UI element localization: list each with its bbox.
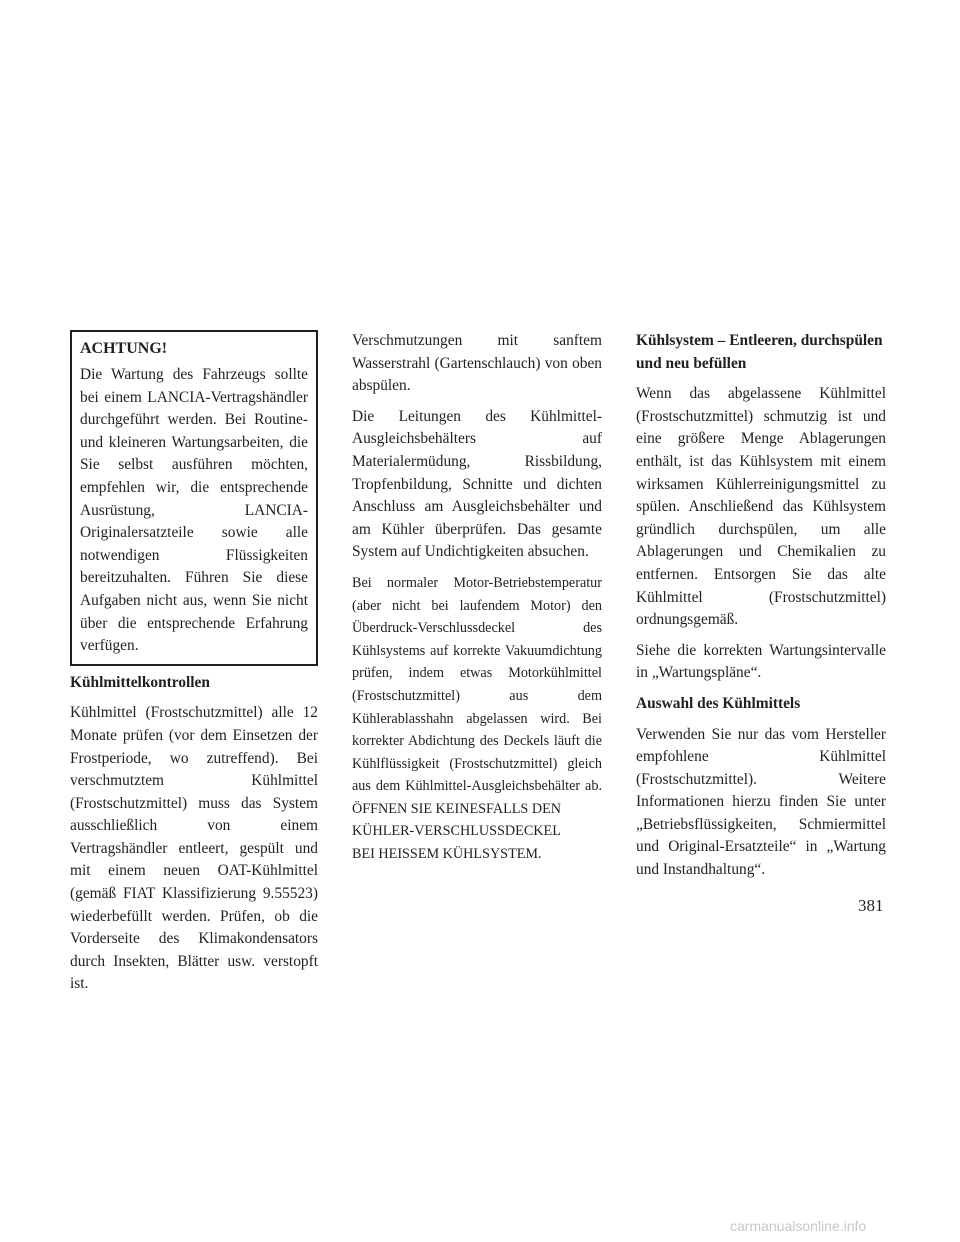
hoses-paragraph: Die Leitungen des Kühlmittel-Ausgleichsbehälters auf Materialermüdung, Rissbildung, Tropfenbildung, Schnitte und dichten Anschluss am Ausgleichsbehälter und am Kühler überprüfen. Das gesamte System auf Undichtigkeiten absuchen. (352, 407, 602, 561)
left-column (70, 330, 318, 1004)
warning-box (70, 330, 318, 666)
intervals-paragraph: Siehe die korrekten Wartungsintervalle in „Wartungspläne“. (636, 641, 886, 682)
pressure-cap-text: Bei normaler Motor-Betriebstemperatur (aber nicht bei laufendem Motor) den Überdruck-Verschlussdeckel des Kühlsystems auf korrekte Vakuumdichtung prüfen, indem etwas Motorkühlmittel (Frostschutzmittel) aus dem Kühlerablasshahn abgelassen wird. Bei korrekter Abdichtung des Deckels läuft die Kühlflüssigkeit (Frostschutzmittel) gleich aus dem Kühlmittel-Ausgleichsbehälter ab. ÖFFNEN SIE KEINESFALLS DEN (352, 574, 602, 817)
right-column (636, 330, 886, 890)
warning-title: ACHTUNG! (80, 340, 168, 357)
section-heading-drain-flush: Kühlsystem – Entleeren, durchspülen und neu befüllen (636, 332, 883, 372)
coolant-checks-paragraph: Kühlmittel (Frostschutzmittel) alle 12 Monate prüfen (vor dem Einsetzen der Frostperiode, wo zutreffend). Bei verschmutztem Kühlmittel (Frostschutzmittel) muss das System ausschließlich von einem Vertragshändler entleert, gespült und mit einem neuen OAT-Kühlmittel (gemäß FIAT Klassifizierung 9.55523) wiederbefüllt werden. Prüfen, ob die Vorderseite des Klimakondensators durch Insekten, Blätter usw. verstopft ist. (70, 704, 318, 993)
pressure-cap-warning-line-3: BEI HEISSEM KÜHLSYSTEM. (352, 846, 542, 863)
middle-column (352, 330, 602, 874)
drain-flush-paragraph: Wenn das abgelassene Kühlmittel (Frostschutzmittel) schmutzig ist und eine größere Menge Ablagerungen enthält, ist das Kühlsystem mit einem wirksamen Kühlerreinigungsmittel zu spülen. Anschließend das Kühlsystem gründlich durchspülen, um alle Ablagerungen und Chemikalien zu entfernen. Entsorgen Sie das alte Kühlmittel (Frostschutzmittel) ordnungsgemäß. (636, 385, 886, 629)
rinse-paragraph: Verschmutzungen mit sanftem Wasserstrahl (Gartenschlauch) von oben abspülen. (352, 332, 602, 395)
watermark: carmanualsonline.info (730, 1218, 867, 1234)
pressure-cap-paragraph (352, 572, 602, 866)
section-heading-coolant-selection: Auswahl des Kühlmittels (636, 694, 801, 712)
coolant-selection-paragraph: Verwenden Sie nur das vom Hersteller empfohlene Kühlmittel (Frostschutzmittel). Weitere Informationen hierzu finden Sie unter „Betriebsflüssigkeiten, Schmiermittel und Original-Ersatzteile“ in „Wartung und Instandhaltung“. (636, 725, 886, 879)
pressure-cap-warning-line-2: KÜHLER-VERSCHLUSSDECKEL (352, 823, 561, 840)
section-heading-coolant-checks: Kühlmittelkontrollen (70, 673, 210, 691)
page-number: 381 (858, 896, 884, 915)
warning-text: Die Wartung des Fahrzeugs sollte bei einem LANCIA-Vertragshändler durchgeführt werden. Bei Routine- und kleineren Wartungsarbeiten, die Sie selbst ausführen möchten, empfehlen wir, die entsprechende Ausrüstung, LANCIA-Originalersatzteile sowie alle notwendigen Flüssigkeiten bereitzuhalten. Führen Sie diese Aufgaben nicht aus, wenn Sie nicht über die entsprechende Erfahrung verfügen. (80, 366, 308, 655)
